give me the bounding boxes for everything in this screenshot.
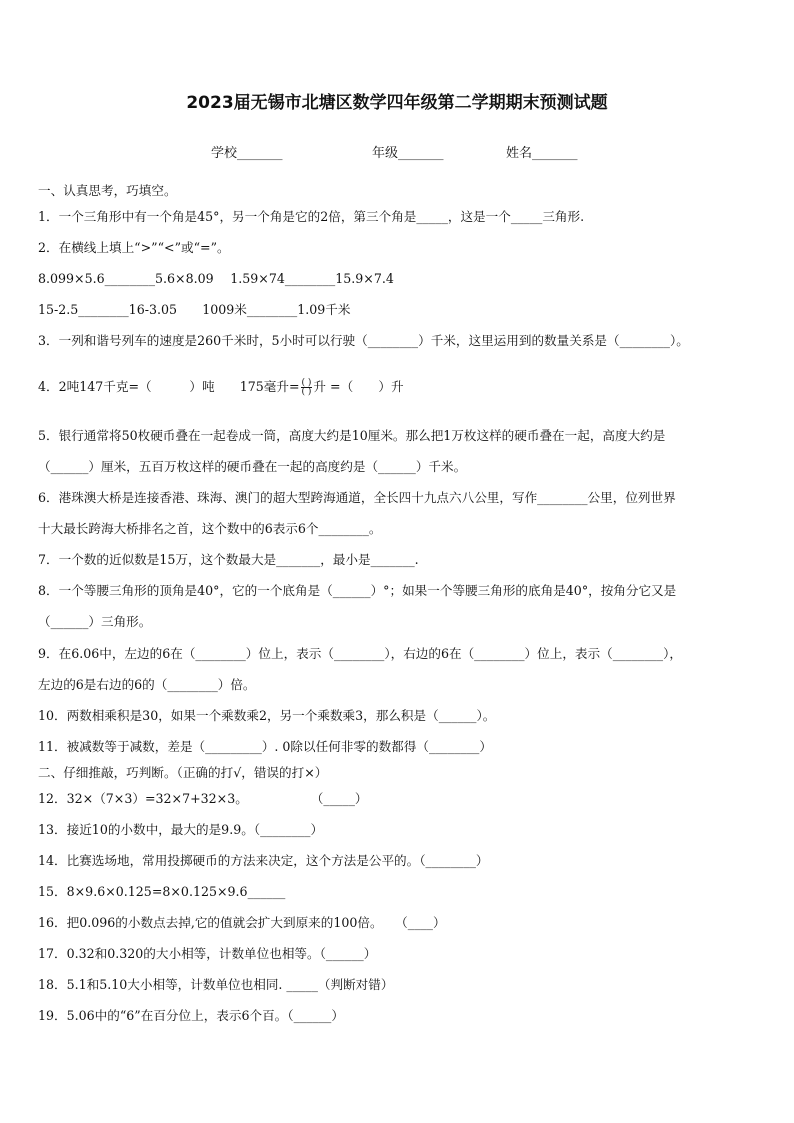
section-heading-fill-in: 一、认真思考，巧填空。	[38, 183, 177, 198]
question-17: 17．0.32和0.320的大小相等，计数单位也相等。（______）	[38, 946, 377, 961]
school-field: 学校_______	[211, 146, 283, 161]
fraction-denominator: ( )	[301, 387, 312, 397]
question-2-row-2: 15-2.5________16-3.05 1009米________1.09千米	[38, 302, 351, 317]
question-4-text-b: 升 =（ ）升	[313, 379, 404, 394]
question-9-line-1: 9．在6.06中，左边的6在（________）位上，表示（________），右边的6在（________）位上，表示（________），	[38, 646, 682, 661]
question-16: 16．把0.096的小数点去掉,它的值就会扩大到原来的100倍。 （____）	[38, 915, 446, 930]
question-2-row-1: 8.099×5.6________5.6×8.09 1.59×74________15.9×7.4	[38, 271, 394, 286]
fraction-numerator: ( )	[301, 378, 312, 388]
question-2: 2．在横线上填上“>”“<”或“=”。	[38, 240, 230, 255]
question-13: 13．接近10的小数中，最大的是9.9。（________）	[38, 822, 324, 837]
question-1: 1．一个三角形中有一个角是45°，另一个角是它的2倍，第三个角是_____，这是一个_____三角形.	[38, 209, 585, 224]
question-10: 10．两数相乘积是30，如果一个乘数乘2，另一个乘数乘3，那么积是（______）。	[38, 708, 496, 723]
question-5-line-1: 5．银行通常将50枚硬币叠在一起卷成一筒，高度大约是10厘米。那么把1万枚这样的硬币叠在一起，高度大约是	[38, 428, 666, 443]
question-4	[38, 379, 764, 396]
page-title: 2023届无锡市北塘区数学四年级第二学期期末预测试题	[186, 93, 608, 113]
question-15: 15．8×9.6×0.125=8×0.125×9.6______	[38, 884, 286, 899]
question-8-line-2: （______）三角形。	[38, 614, 152, 629]
question-8-line-1: 8．一个等腰三角形的顶角是40°，它的一个底角是（______）°；如果一个等腰三角形的底角是40°，按角分它又是	[38, 583, 677, 598]
question-14: 14．比赛选场地，常用投掷硬币的方法来决定，这个方法是公平的。（________）	[38, 853, 489, 868]
fraction	[301, 379, 313, 396]
question-19: 19．5.06中的“6”在百分位上，表示6个百。（______）	[38, 1008, 344, 1023]
question-6-line-2: 十大最长跨海大桥排名之首，这个数中的6表示6个________。	[38, 521, 382, 536]
question-12: 12．32×（7×3）=32×7+32×3。 （_____）	[38, 791, 368, 806]
question-4-text-a: 4．2吨147千克=（ ）吨 175毫升=	[38, 379, 300, 394]
section-heading-judgement: 二、仔细推敲，巧判断。（正确的打√，错误的打×）	[38, 765, 328, 780]
question-18: 18．5.1和5.10大小相等，计数单位也相同. _____（判断对错）	[38, 977, 394, 992]
name-field: 姓名_______	[506, 146, 578, 161]
grade-field: 年级_______	[372, 146, 444, 161]
question-6-line-1: 6．港珠澳大桥是连接香港、珠海、澳门的超大型跨海通道，全长四十九点六八公里，写作________公里，位列世界	[38, 490, 676, 505]
question-3: 3．一列和谐号列车的速度是260千米时，5小时可以行驶（________）千米，这里运用到的数量关系是（________）。	[38, 333, 689, 348]
question-9-line-2: 左边的6是右边的6的（________）倍。	[38, 677, 256, 692]
question-7: 7．一个数的近似数是15万，这个数最大是_______，最小是_______.	[38, 552, 419, 567]
question-11: 11．被减数等于减数，差是（_________）. 0除以任何非零的数都得（________）	[38, 739, 492, 754]
question-5-line-2: （______）厘米，五百万枚这样的硬币叠在一起的高度约是（______）千米。	[38, 459, 467, 474]
